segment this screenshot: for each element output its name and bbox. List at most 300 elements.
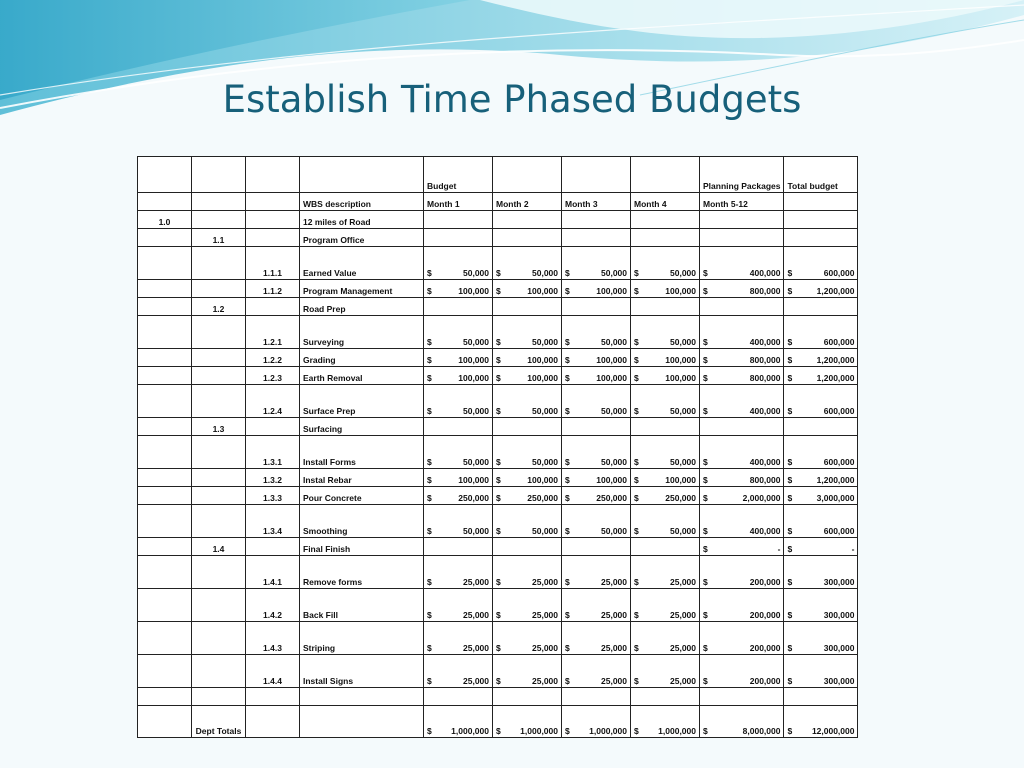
currency-symbol: $ (496, 337, 501, 347)
wbs-description: Road Prep (300, 298, 424, 316)
wbs-level-3: 1.4.4 (246, 655, 300, 688)
wbs-level-3: 1.2.3 (246, 367, 300, 385)
currency-symbol: $ (787, 493, 793, 503)
amount-m4 (631, 487, 700, 505)
amount-value: 300,000 (823, 610, 855, 620)
currency-symbol: $ (427, 373, 432, 383)
currency-symbol: $ (787, 406, 793, 416)
wbs-level-2 (192, 556, 246, 589)
currency-symbol: $ (565, 577, 570, 587)
amount-m1 (424, 385, 493, 418)
amount-pp (700, 622, 784, 655)
amount-value: - (777, 544, 781, 554)
amount-pp (700, 706, 784, 738)
table-row (138, 436, 858, 469)
currency-symbol: $ (565, 337, 570, 347)
amount-pp (700, 556, 784, 589)
wbs-level-1 (138, 556, 192, 589)
currency-symbol: $ (787, 526, 793, 536)
wbs-description: Surveying (300, 316, 424, 349)
currency-symbol: $ (427, 726, 432, 736)
currency-symbol: $ (703, 457, 708, 467)
currency-symbol: $ (427, 526, 432, 536)
amount-m3 (562, 298, 631, 316)
wbs-description: Striping (300, 622, 424, 655)
table-row (138, 622, 858, 655)
amount-value: 50,000 (463, 526, 489, 536)
currency-symbol: $ (565, 373, 570, 383)
table-row (138, 349, 858, 367)
amount-total (784, 229, 858, 247)
currency-symbol: $ (565, 286, 570, 296)
amount-total (784, 211, 858, 229)
amount-m1 (424, 469, 493, 487)
header-swoosh-decoration (0, 0, 1024, 150)
header-month-2: Month 2 (493, 193, 562, 211)
currency-symbol: $ (787, 643, 793, 653)
amount-pp (700, 487, 784, 505)
wbs-level-3: 1.3.3 (246, 487, 300, 505)
wbs-level-1 (138, 316, 192, 349)
wbs-level-1 (138, 505, 192, 538)
amount-value: 800,000 (749, 355, 781, 365)
amount-value: 50,000 (601, 337, 627, 347)
header-month-4: Month 4 (631, 193, 700, 211)
wbs-level-1 (138, 385, 192, 418)
header-row-sub (138, 193, 858, 211)
amount-m4 (631, 298, 700, 316)
wbs-level-2 (192, 367, 246, 385)
amount-value: 800,000 (749, 475, 781, 485)
currency-symbol: $ (565, 475, 570, 485)
amount-value: 1,000,000 (451, 726, 489, 736)
wbs-description (300, 706, 424, 738)
amount-m4 (631, 247, 700, 280)
amount-total (784, 505, 858, 538)
amount-total (784, 298, 858, 316)
amount-pp (700, 316, 784, 349)
amount-m1 (424, 298, 493, 316)
amount-m4 (631, 280, 700, 298)
amount-m4 (631, 418, 700, 436)
wbs-level-2 (192, 589, 246, 622)
wbs-description: Surface Prep (300, 385, 424, 418)
currency-symbol: $ (787, 268, 793, 278)
wbs-description: Pour Concrete (300, 487, 424, 505)
wbs-level-3: 1.2.4 (246, 385, 300, 418)
amount-value: 300,000 (823, 577, 855, 587)
currency-symbol: $ (496, 643, 501, 653)
currency-symbol: $ (703, 355, 708, 365)
amount-m3 (562, 418, 631, 436)
amount-m1 (424, 247, 493, 280)
amount-m3 (562, 367, 631, 385)
amount-m2 (493, 469, 562, 487)
amount-value: 600,000 (823, 337, 855, 347)
currency-symbol: $ (427, 457, 432, 467)
amount-total (784, 556, 858, 589)
amount-value: 50,000 (670, 406, 696, 416)
amount-value: 200,000 (749, 610, 781, 620)
table-row (138, 469, 858, 487)
amount-m1 (424, 367, 493, 385)
wbs-level-3: 1.1.2 (246, 280, 300, 298)
wbs-level-3 (246, 211, 300, 229)
amount-value: 25,000 (601, 577, 627, 587)
currency-symbol: $ (565, 643, 570, 653)
wbs-level-2 (192, 247, 246, 280)
amount-m3 (562, 688, 631, 706)
wbs-level-2 (192, 316, 246, 349)
currency-symbol: $ (787, 726, 793, 736)
currency-symbol: $ (634, 373, 639, 383)
wbs-level-2 (192, 505, 246, 538)
wbs-level-1: 1.0 (138, 211, 192, 229)
amount-total (784, 280, 858, 298)
amount-value: 400,000 (749, 337, 781, 347)
amount-value: 600,000 (823, 406, 855, 416)
amount-m1 (424, 706, 493, 738)
amount-m3 (562, 280, 631, 298)
wbs-level-1 (138, 349, 192, 367)
amount-m2 (493, 436, 562, 469)
amount-m2 (493, 316, 562, 349)
amount-m2 (493, 487, 562, 505)
amount-m4 (631, 655, 700, 688)
amount-pp (700, 538, 784, 556)
amount-value: 25,000 (601, 676, 627, 686)
wbs-level-3: 1.1.1 (246, 247, 300, 280)
currency-symbol: $ (703, 337, 708, 347)
amount-m1 (424, 688, 493, 706)
wbs-level-3: 1.2.2 (246, 349, 300, 367)
amount-total (784, 349, 858, 367)
currency-symbol: $ (634, 676, 639, 686)
currency-symbol: $ (565, 526, 570, 536)
amount-total (784, 622, 858, 655)
amount-value: 1,200,000 (816, 286, 855, 296)
amount-value: 100,000 (665, 475, 696, 485)
wbs-description: Instal Rebar (300, 469, 424, 487)
amount-value: 25,000 (463, 643, 489, 653)
amount-m4 (631, 688, 700, 706)
amount-m1 (424, 280, 493, 298)
table-row (138, 505, 858, 538)
currency-symbol: $ (565, 457, 570, 467)
currency-symbol: $ (496, 610, 501, 620)
currency-symbol: $ (496, 355, 501, 365)
currency-symbol: $ (427, 406, 432, 416)
amount-m2 (493, 229, 562, 247)
amount-value: 25,000 (532, 643, 558, 653)
wbs-description: Install Forms (300, 436, 424, 469)
wbs-level-3: 1.4.3 (246, 622, 300, 655)
amount-total (784, 436, 858, 469)
wbs-description: Program Office (300, 229, 424, 247)
wbs-level-1 (138, 706, 192, 738)
wbs-level-1 (138, 436, 192, 469)
header-row-top (138, 157, 858, 193)
currency-symbol: $ (787, 544, 793, 554)
currency-symbol: $ (703, 610, 708, 620)
currency-symbol: $ (787, 457, 793, 467)
currency-symbol: $ (427, 475, 432, 485)
table-row (138, 418, 858, 436)
currency-symbol: $ (634, 643, 639, 653)
amount-value: 600,000 (823, 268, 855, 278)
amount-value: 1,000,000 (658, 726, 696, 736)
wbs-level-2 (192, 622, 246, 655)
header-month-5-12: Month 5-12 (700, 193, 784, 211)
amount-value: 100,000 (596, 475, 627, 485)
currency-symbol: $ (427, 493, 432, 503)
currency-symbol: $ (703, 493, 708, 503)
amount-value: 100,000 (458, 286, 489, 296)
amount-value: 300,000 (823, 676, 855, 686)
amount-value: 25,000 (670, 577, 696, 587)
currency-symbol: $ (427, 268, 432, 278)
table-row (138, 247, 858, 280)
amount-value: 50,000 (601, 526, 627, 536)
amount-m1 (424, 229, 493, 247)
currency-symbol: $ (703, 676, 708, 686)
amount-value: 300,000 (823, 643, 855, 653)
amount-total (784, 706, 858, 738)
amount-value: 50,000 (670, 526, 696, 536)
amount-value: 400,000 (749, 457, 781, 467)
amount-m4 (631, 538, 700, 556)
amount-total (784, 418, 858, 436)
wbs-level-1 (138, 229, 192, 247)
wbs-level-1 (138, 622, 192, 655)
amount-m4 (631, 505, 700, 538)
amount-m4 (631, 589, 700, 622)
table-row (138, 385, 858, 418)
currency-symbol: $ (427, 676, 432, 686)
amount-value: 25,000 (463, 577, 489, 587)
amount-value: 400,000 (749, 406, 781, 416)
amount-value: 25,000 (670, 610, 696, 620)
amount-value: 100,000 (665, 373, 696, 383)
amount-value: 50,000 (670, 457, 696, 467)
amount-value: 250,000 (527, 493, 558, 503)
header-total-budget: Total budget (784, 157, 858, 193)
amount-m1 (424, 487, 493, 505)
currency-symbol: $ (703, 475, 708, 485)
wbs-level-2 (192, 385, 246, 418)
wbs-level-3 (246, 229, 300, 247)
amount-m1 (424, 211, 493, 229)
amount-value: 250,000 (596, 493, 627, 503)
wbs-level-2: 1.2 (192, 298, 246, 316)
amount-pp (700, 418, 784, 436)
amount-m2 (493, 622, 562, 655)
currency-symbol: $ (634, 457, 639, 467)
amount-value: 100,000 (596, 286, 627, 296)
amount-value: 25,000 (532, 577, 558, 587)
amount-value: 50,000 (601, 457, 627, 467)
wbs-level-1 (138, 280, 192, 298)
amount-value: 50,000 (463, 457, 489, 467)
amount-total (784, 469, 858, 487)
amount-value: 50,000 (670, 337, 696, 347)
amount-value: 1,200,000 (816, 373, 855, 383)
table-row (138, 316, 858, 349)
amount-m3 (562, 316, 631, 349)
amount-m1 (424, 556, 493, 589)
table-row (138, 538, 858, 556)
amount-pp (700, 436, 784, 469)
amount-total (784, 655, 858, 688)
currency-symbol: $ (703, 643, 708, 653)
amount-value: 100,000 (458, 475, 489, 485)
amount-pp (700, 349, 784, 367)
amount-pp (700, 505, 784, 538)
table-row (138, 280, 858, 298)
currency-symbol: $ (427, 355, 432, 365)
amount-value: 800,000 (749, 286, 781, 296)
amount-m3 (562, 349, 631, 367)
currency-symbol: $ (427, 577, 432, 587)
amount-m4 (631, 556, 700, 589)
amount-value: 600,000 (823, 526, 855, 536)
amount-value: 25,000 (601, 610, 627, 620)
currency-symbol: $ (496, 268, 501, 278)
amount-pp (700, 298, 784, 316)
amount-m3 (562, 655, 631, 688)
currency-symbol: $ (496, 726, 501, 736)
wbs-level-1 (138, 418, 192, 436)
table-row (138, 487, 858, 505)
amount-value: 200,000 (749, 577, 781, 587)
wbs-level-3: 1.4.1 (246, 556, 300, 589)
wbs-description: Back Fill (300, 589, 424, 622)
currency-symbol: $ (787, 610, 793, 620)
amount-value: 25,000 (532, 676, 558, 686)
currency-symbol: $ (496, 406, 501, 416)
wbs-level-3 (246, 538, 300, 556)
header-planning-packages: Planning Packages (700, 157, 784, 193)
currency-symbol: $ (787, 475, 793, 485)
amount-m4 (631, 316, 700, 349)
currency-symbol: $ (496, 457, 501, 467)
amount-value: 600,000 (823, 457, 855, 467)
wbs-level-1 (138, 655, 192, 688)
amount-total (784, 367, 858, 385)
currency-symbol: $ (496, 475, 501, 485)
amount-total (784, 385, 858, 418)
amount-m2 (493, 418, 562, 436)
amount-m1 (424, 538, 493, 556)
amount-m3 (562, 211, 631, 229)
amount-value: 100,000 (665, 286, 696, 296)
amount-m4 (631, 349, 700, 367)
wbs-level-3 (246, 706, 300, 738)
currency-symbol: $ (634, 526, 639, 536)
table-row (138, 556, 858, 589)
amount-m2 (493, 349, 562, 367)
wbs-level-2: 1.4 (192, 538, 246, 556)
amount-m4 (631, 229, 700, 247)
amount-value: 250,000 (458, 493, 489, 503)
amount-value: 50,000 (532, 268, 558, 278)
amount-value: 100,000 (527, 286, 558, 296)
wbs-description: Surfacing (300, 418, 424, 436)
currency-symbol: $ (787, 676, 793, 686)
table-row (138, 688, 858, 706)
amount-m2 (493, 655, 562, 688)
amount-m1 (424, 436, 493, 469)
wbs-description: 12 miles of Road (300, 211, 424, 229)
amount-value: 50,000 (532, 337, 558, 347)
currency-symbol: $ (565, 268, 570, 278)
currency-symbol: $ (496, 286, 501, 296)
currency-symbol: $ (634, 355, 639, 365)
currency-symbol: $ (634, 286, 639, 296)
amount-m2 (493, 706, 562, 738)
amount-total (784, 247, 858, 280)
wbs-level-1 (138, 589, 192, 622)
currency-symbol: $ (634, 577, 639, 587)
currency-symbol: $ (703, 373, 708, 383)
currency-symbol: $ (496, 493, 501, 503)
amount-value: 250,000 (665, 493, 696, 503)
currency-symbol: $ (427, 286, 432, 296)
amount-m2 (493, 556, 562, 589)
amount-value: 25,000 (601, 643, 627, 653)
amount-m3 (562, 538, 631, 556)
amount-value: 8,000,000 (742, 726, 781, 736)
amount-m3 (562, 469, 631, 487)
amount-m4 (631, 367, 700, 385)
amount-m2 (493, 298, 562, 316)
wbs-level-2 (192, 280, 246, 298)
currency-symbol: $ (703, 577, 708, 587)
amount-value: 100,000 (527, 475, 558, 485)
amount-value: 50,000 (601, 268, 627, 278)
wbs-level-3 (246, 298, 300, 316)
amount-value: 25,000 (463, 676, 489, 686)
amount-m4 (631, 385, 700, 418)
amount-m2 (493, 367, 562, 385)
currency-symbol: $ (787, 577, 793, 587)
currency-symbol: $ (703, 406, 708, 416)
amount-m4 (631, 436, 700, 469)
currency-symbol: $ (703, 268, 708, 278)
amount-value: 100,000 (527, 373, 558, 383)
wbs-level-2 (192, 487, 246, 505)
amount-value: 3,000,000 (816, 493, 855, 503)
currency-symbol: $ (703, 526, 708, 536)
amount-total (784, 316, 858, 349)
amount-m1 (424, 505, 493, 538)
currency-symbol: $ (565, 610, 570, 620)
wbs-level-2 (192, 436, 246, 469)
currency-symbol: $ (565, 726, 570, 736)
amount-m3 (562, 385, 631, 418)
amount-value: 100,000 (458, 373, 489, 383)
header-budget: Budget (424, 157, 493, 193)
table-row (138, 211, 858, 229)
currency-symbol: $ (565, 355, 570, 365)
currency-symbol: $ (634, 726, 639, 736)
amount-pp (700, 688, 784, 706)
currency-symbol: $ (787, 355, 793, 365)
currency-symbol: $ (703, 286, 708, 296)
currency-symbol: $ (496, 526, 501, 536)
currency-symbol: $ (427, 337, 432, 347)
amount-value: 2,000,000 (742, 493, 781, 503)
